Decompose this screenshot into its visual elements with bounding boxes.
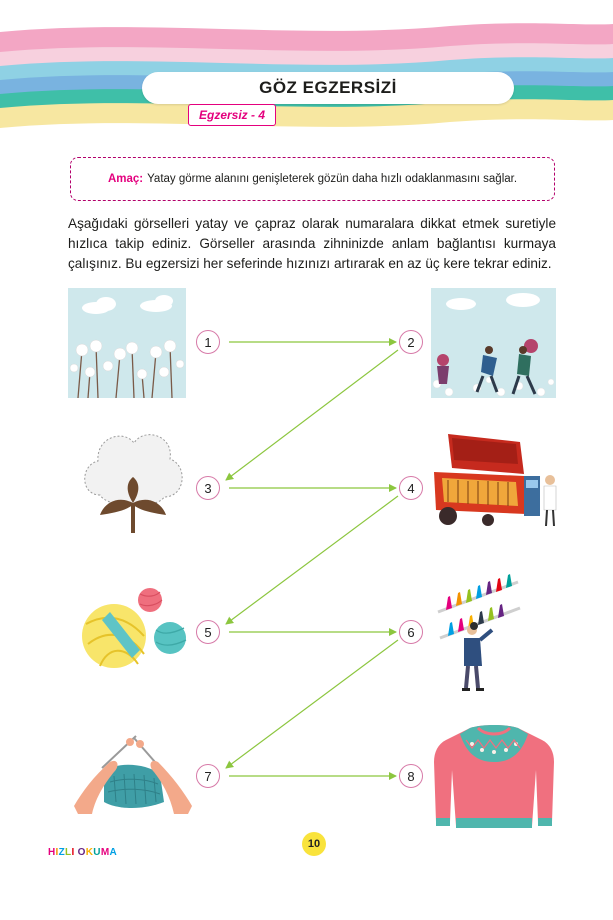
arrow-6-to-7 [226,640,398,768]
knitting-hands-image [74,732,192,816]
footer-brand-letter: O [77,847,86,858]
footer-brand-letter: H [48,847,56,858]
arrow-4-to-5 [226,496,398,624]
aim-text: Yatay görme alanını genişleterek gözün daha hızlı odaklanmasını sağlar. [147,173,518,185]
footer-brand [48,847,117,858]
sweater-image [432,722,556,834]
instructions-text: Aşağıdaki görselleri yatay ve çapraz olarak numaralara dikkat etmek suretiyle hızlıca takip ediniz. Görseller arasında zihninizde anlam bağlantısı kurmaya çalışınız. Bu egzersizi her seferinde hızınızı artırarak en az üç kere tekrar ediniz. [68,216,556,271]
footer-brand-letter: Z [58,847,66,858]
footer-brand-letter: L [65,847,72,858]
step-number-3: 3 [196,476,220,500]
footer-brand-letter: I [71,847,75,858]
page-number: 10 [302,832,326,856]
exercise-tag: Egzersiz - 4 [188,104,276,126]
cotton-boll-image [78,425,188,537]
weaving-loom-image [428,428,560,530]
yarn-balls-image [78,580,193,680]
step-number-6: 6 [399,620,423,644]
footer-brand-letter: U [93,847,101,858]
step-number-4: 4 [399,476,423,500]
cotton-field-image [68,288,186,398]
footer-brand-letter: K [85,847,94,858]
cotton-pickers-image [431,288,556,398]
arrow-2-to-3 [226,350,398,480]
footer-brand-letter: I [55,847,59,858]
page-title: GÖZ EGZERSİZİ [142,72,514,104]
footer-brand-letter: M [100,847,110,858]
step-number-1: 1 [196,330,220,354]
step-number-8: 8 [399,764,423,788]
step-number-5: 5 [196,620,220,644]
footer-brand-letter: A [109,847,117,858]
yarn-shelf-worker-image [434,560,559,695]
aim-label: Amaç: [107,173,144,185]
step-number-2: 2 [399,330,423,354]
step-number-7: 7 [196,764,220,788]
